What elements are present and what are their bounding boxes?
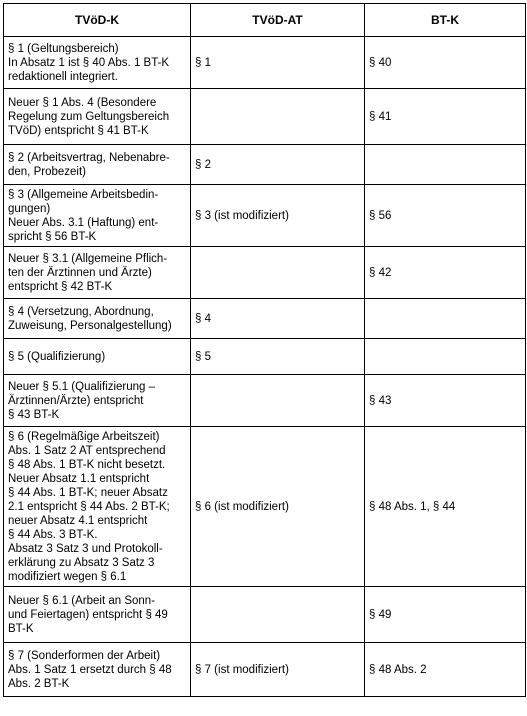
cell-tvoed-at	[191, 145, 365, 185]
cell-tvoed-at	[191, 247, 365, 299]
cell-tvoed-k	[4, 247, 191, 299]
cell-bt-k	[365, 145, 526, 185]
cell-text: § 2 (Arbeitsvertrag, Nebenabre- den, Probezeit)	[8, 151, 170, 178]
table-row	[4, 427, 526, 587]
cell-text: § 7 (Sonderformen der Arbeit) Abs. 1 Satz 1 ersetzt durch § 48 Abs. 2 BT-K	[8, 649, 172, 690]
cell-bt-k	[365, 299, 526, 339]
cell-tvoed-k	[4, 427, 191, 587]
cell-bt-k	[365, 643, 526, 697]
cell-text: § 49	[369, 608, 392, 621]
cell-text: § 41	[369, 110, 392, 123]
cell-tvoed-at	[191, 427, 365, 587]
cell-bt-k	[365, 185, 526, 247]
header-row	[4, 4, 526, 37]
cell-tvoed-at	[191, 643, 365, 697]
cell-tvoed-at	[191, 89, 365, 145]
table-body	[4, 37, 526, 697]
cell-text: § 5	[195, 350, 211, 363]
cell-text: Neuer § 3.1 (Allgemeine Pflich- ten der Ärztinnen und Ärzte) entspricht § 42 BT-K	[8, 252, 168, 293]
cell-bt-k	[365, 89, 526, 145]
cell-bt-k	[365, 339, 526, 375]
table-row	[4, 339, 526, 375]
table-row	[4, 587, 526, 643]
cell-tvoed-at	[191, 37, 365, 89]
cell-text: § 3 (ist modifiziert)	[195, 209, 289, 222]
cell-bt-k	[365, 247, 526, 299]
cell-tvoed-k	[4, 185, 191, 247]
cell-text: § 48 Abs. 1, § 44	[369, 500, 456, 513]
cell-text: § 1	[195, 56, 211, 69]
header-tvoed-at: TVöD-AT	[191, 4, 365, 37]
header-bt-k: BT-K	[365, 4, 526, 37]
cell-text: § 7 (ist modifiziert)	[195, 663, 289, 676]
cell-text: § 4	[195, 312, 211, 325]
table-row	[4, 643, 526, 697]
cell-tvoed-at	[191, 299, 365, 339]
cell-tvoed-k	[4, 299, 191, 339]
cell-bt-k	[365, 375, 526, 427]
cell-text: § 43	[369, 394, 392, 407]
cell-tvoed-k	[4, 339, 191, 375]
cell-bt-k	[365, 587, 526, 643]
table-header	[4, 4, 526, 37]
cell-text: § 2	[195, 158, 211, 171]
table-row	[4, 37, 526, 89]
table-row	[4, 145, 526, 185]
cell-text: § 4 (Versetzung, Abordnung, Zuweisung, Personalgestellung)	[8, 305, 172, 332]
table-row	[4, 185, 526, 247]
comparison-table	[3, 3, 526, 697]
cell-tvoed-k	[4, 375, 191, 427]
cell-tvoed-at	[191, 587, 365, 643]
cell-tvoed-at	[191, 339, 365, 375]
cell-tvoed-at	[191, 375, 365, 427]
cell-text: § 56	[369, 209, 392, 222]
cell-tvoed-k	[4, 89, 191, 145]
cell-text: § 48 Abs. 2	[369, 663, 427, 676]
table-row	[4, 89, 526, 145]
cell-text: § 40	[369, 56, 392, 69]
cell-text: § 42	[369, 266, 392, 279]
cell-text: § 1 (Geltungsbereich) In Absatz 1 ist § 40 Abs. 1 BT-K redaktionell integriert.	[8, 42, 170, 83]
cell-text: Neuer § 6.1 (Arbeit an Sonn- und Feiertagen) entspricht § 49 BT-K	[8, 594, 168, 635]
cell-bt-k	[365, 427, 526, 587]
cell-text: Neuer § 5.1 (Qualifizierung – Ärztinnen/Ärzte) entspricht § 43 BT-K	[8, 380, 156, 421]
cell-tvoed-k	[4, 37, 191, 89]
cell-bt-k	[365, 37, 526, 89]
cell-tvoed-at	[191, 185, 365, 247]
cell-text: § 6 (Regelmäßige Arbeitszeit) Abs. 1 Satz 2 AT entsprechend § 48 Abs. 1 BT-K nicht besetzt. Neuer Absatz 1.1 entspricht § 44 Abs. 1 BT-K; neuer Absatz 2.1 entspricht § 44 Abs. 2 BT-K; neuer Absatz 4.1 entspricht § 44 Abs. 3 BT-K. Absatz 3 Satz 3 und Protokoll- erklärung zu Absatz 3 Satz 3 modifiziert wegen § 6.1	[8, 430, 170, 583]
cell-text: § 5 (Qualifizierung)	[8, 350, 106, 363]
cell-text: § 6 (ist modifiziert)	[195, 500, 289, 513]
cell-tvoed-k	[4, 145, 191, 185]
header-tvoed-k: TVöD-K	[4, 4, 191, 37]
cell-tvoed-k	[4, 643, 191, 697]
cell-text: § 3 (Allgemeine Arbeitsbedin- gungen) Neuer Abs. 3.1 (Haftung) ent- spricht § 56 BT-K	[8, 188, 159, 243]
table-row	[4, 299, 526, 339]
cell-tvoed-k	[4, 587, 191, 643]
cell-text: Neuer § 1 Abs. 4 (Besondere Regelung zum Geltungsbereich TVöD) entspricht § 41 BT-K	[8, 96, 170, 137]
table-row	[4, 375, 526, 427]
table-row	[4, 247, 526, 299]
